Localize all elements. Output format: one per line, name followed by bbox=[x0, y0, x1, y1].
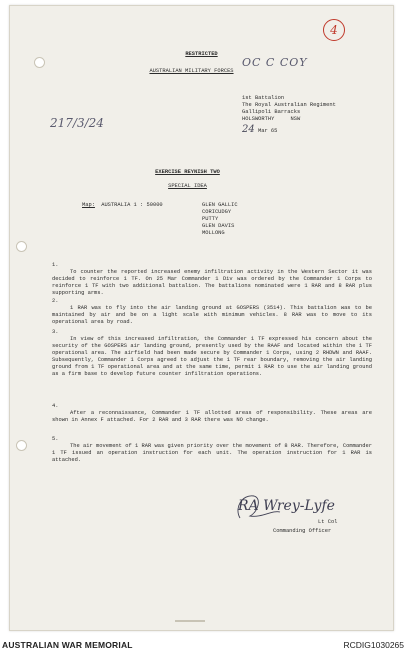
map-sheet-item: GLEN GALLIC bbox=[202, 202, 238, 208]
signature-title: Commanding Officer bbox=[273, 528, 332, 534]
date-month-year: Mar 65 bbox=[257, 128, 278, 134]
signature-handwritten: RA Wrey-Lyfe bbox=[238, 498, 335, 514]
paragraph bbox=[52, 329, 372, 378]
punch-hole bbox=[34, 57, 45, 68]
map-reference bbox=[82, 202, 163, 209]
footer-institution: AUSTRALIAN WAR MEMORIAL bbox=[2, 640, 133, 650]
exercise-subtitle: SPECIAL IDEA bbox=[168, 183, 207, 189]
date-day-handwritten: 24 bbox=[242, 124, 255, 135]
map-sheet-item: PUTTY bbox=[202, 216, 219, 222]
paragraph-text: After a reconnaissance, Commander 1 TF allotted areas of responsibility. These areas are shown in Annex F attached. For 2 RAR and 3 RAR there was NO change. bbox=[52, 410, 372, 423]
signature-rank: Lt Col bbox=[318, 519, 338, 525]
footer-record-id: RCDIG1030265 bbox=[343, 640, 404, 650]
paragraph bbox=[52, 262, 372, 297]
map-sheet-item: CORICUDGY bbox=[202, 209, 232, 215]
restricted-heading: RESTRICTED bbox=[185, 51, 218, 57]
handwritten-oc-note: OC C COY bbox=[242, 56, 308, 69]
paragraph-number: 2. bbox=[52, 298, 59, 304]
circled-number-text: 4 bbox=[330, 23, 338, 37]
archive-footer bbox=[0, 636, 408, 654]
address-date bbox=[242, 126, 336, 135]
paragraph-text: 1 RAR was to fly into the air landing ground at GOSPERS (3514). This battalion was to be maintained by air and be on a light scale with minimum vehicles. 8 RAR was to move to its operational area by road. bbox=[52, 305, 372, 325]
punch-hole bbox=[16, 241, 27, 252]
paragraph bbox=[52, 436, 372, 464]
map-scale: AUSTRALIA 1 : 50000 bbox=[101, 202, 163, 208]
map-sheet-item: GLEN DAVIS bbox=[202, 223, 235, 229]
force-heading: AUSTRALIAN MILITARY FORCES bbox=[149, 68, 234, 74]
map-sheet-item: MOLLONG bbox=[202, 230, 225, 236]
exercise-title: EXERCISE REYNISH TWO bbox=[155, 169, 220, 175]
paragraph-number: 4. bbox=[52, 403, 59, 409]
paragraph-number: 5. bbox=[52, 436, 59, 442]
document-sheet bbox=[9, 5, 394, 631]
signature-flourish bbox=[232, 490, 302, 526]
circled-number bbox=[323, 19, 345, 41]
paragraph-number: 1. bbox=[52, 262, 59, 268]
address-block bbox=[242, 95, 336, 135]
paragraph-number: 3. bbox=[52, 329, 59, 335]
map-label: Map: bbox=[82, 202, 95, 208]
printer-mark bbox=[175, 620, 205, 622]
address-unit: 1st Battalion bbox=[242, 95, 285, 101]
map-sheets bbox=[202, 202, 238, 237]
address-barracks: Gallipoli Barracks bbox=[242, 109, 301, 115]
paragraph bbox=[52, 403, 372, 424]
punch-hole bbox=[16, 440, 27, 451]
paragraph bbox=[52, 298, 372, 326]
paragraph-text: To counter the reported increased enemy infiltration activity in the Western Sector it was decided to reinforce 1 TF. On 25 Mar Commander 1 Div was ordered by the Commander 1 Corps to reinforce 1 TF with two additional battalion. The battalions nominated were 1 RAR and 8 RAR plus supporting arms. bbox=[52, 269, 372, 296]
paragraph-text: The air movement of 1 RAR was given priority over the movement of 8 RAR. Therefore, Commander 1 TF issued an operation instruction for each unit. The operation instruction for 1 RAR is attached. bbox=[52, 443, 372, 463]
address-town: HOLSWORTHY NSW bbox=[242, 116, 301, 122]
address-regiment: The Royal Australian Regiment bbox=[242, 102, 336, 108]
handwritten-file-number: 217/3/24 bbox=[50, 116, 104, 130]
paragraph-text: In view of this increased infiltration, the Commander 1 TF expressed his concern about the security of the GOSPERS air landing ground, presently used by the RAAF and located within the 1 TF operational area. The airfield had been made secure by Commander 1 Corps, using 2 RHDWN and RAAF. Subsequently, Commander 1 Corps agreed to adjust the 1 TF rear boundary, removing the air landing ground from 1 TF operational area and at the same time, permit 1 RAR to use the air landing ground as a firm base to develop future counter infiltration operations. bbox=[52, 336, 372, 377]
